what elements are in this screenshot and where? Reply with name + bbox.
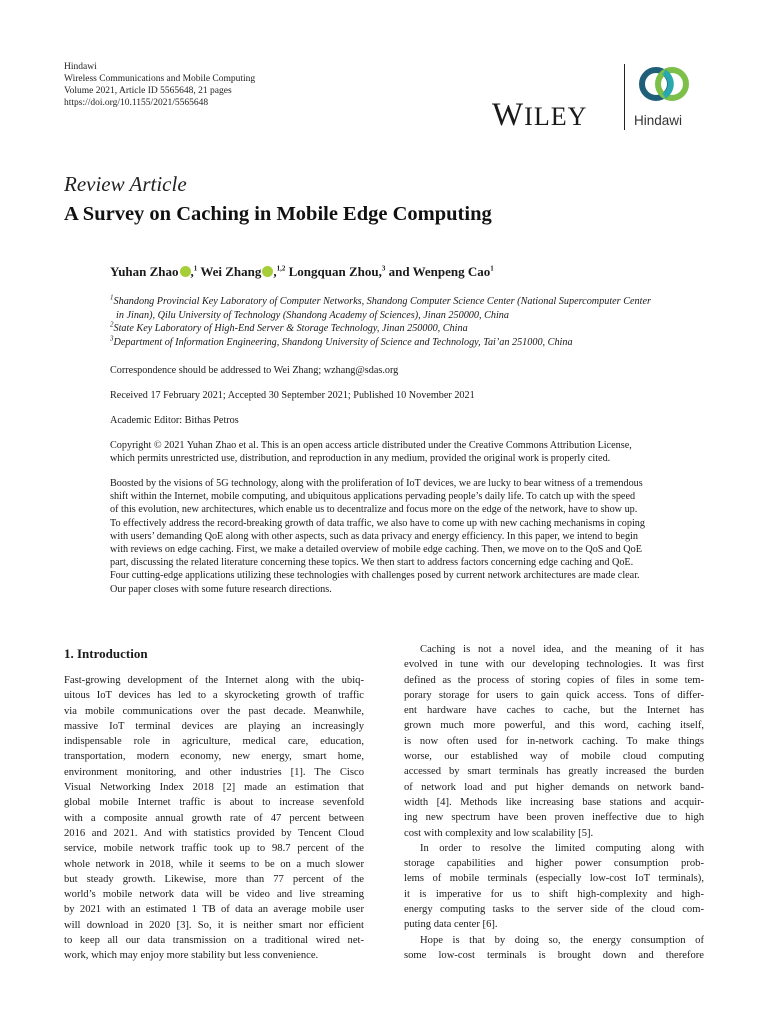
article-type: Review Article <box>64 172 187 196</box>
wiley-logo <box>492 97 587 134</box>
affiliations <box>110 295 710 349</box>
article-title: A Survey on Caching in Mobile Edge Computing <box>64 203 492 225</box>
author-affil-sup: 1,2 <box>276 264 286 273</box>
doi-link[interactable]: https://doi.org/10.1155/2021/5565648 <box>64 98 209 108</box>
orcid-icon[interactable] <box>180 266 191 277</box>
journal-metadata <box>64 61 255 109</box>
right-column-text: Caching is not a novel idea, and the meaning of it has evolved in tune with our developing technologies. It was first defined as the process of storing copies of files in some tem- porary storage for users to gain quick access. Tons of differ- ent hardware have caches to cache, but the Internet has grown much more powerful, and this word, caching itself, is now often used for in-network caching. To make things worse, our established way of mobile cloud computing accessed by smart terminals has greatly increased the burden of network load and put higher demands on network band- width [4]. Methods like increasing base stations and acquir- ing new spectrum have been proven ineffective due to high cost with complexity and low scalability [5]. In order to resolve the limited computing along with storage capabilities and higher power consumption prob- lems of mobile terminals (especially low-cost IoT terminals), it is imperative for us to shift high-complexity and high- energy computing tasks to the server side of the cloud com- puting data center [6]. Hope is that by doing so, the energy consumption of some low-cost terminals is brought down and therefore <box>404 644 704 961</box>
volume-line: Volume 2021, Article ID 5565648, 21 pages <box>64 86 232 96</box>
wiley-logo-rest: ILEY <box>524 102 588 131</box>
publication-dates: Received 17 February 2021; Accepted 30 September 2021; Published 10 November 2021 <box>110 390 475 401</box>
affiliation-line: in Jinan), Qilu University of Technology (Shandong Academy of Sciences), Jinan 250000, China <box>116 309 509 321</box>
affiliation-line: $^3$Department of Information Engineering, Shandong University of Science and Technology, Tai’an 251000, China <box>110 334 573 348</box>
logo-divider <box>624 64 625 130</box>
author-name: and Wenpeng Cao <box>388 264 491 279</box>
author-affil-sup: 3 <box>381 264 386 273</box>
copyright-notice: Copyright © 2021 Yuhan Zhao et al. This is an open access article distributed under the Creative Commons Attribution License, which permits unrestricted use, distribution, and reproduction in any medium, provided the original work is properly cited. <box>110 440 632 465</box>
abstract: Boosted by the visions of 5G technology, along with the proliferation of IoT devices, we are lucky to bear witness of a tremendous shift within the Internet, mobile computing, and ubiquitous applications pervading people’s daily life. To catch up with the speed of this evolution, new architectures, which enable us to decentralize and focus more on the edge of the network, have to show up. To effectively address the record-breaking growth of data traffic, we also have to come up with new caching mechanisms in coping with users’ demanding QoE along with other aspects, such as data privacy and energy efficiency. In this paper, we intend to begin with reviews on edge caching. First, we make a detailed overview of mobile edge caching. Then, we move on to the QoS and QoE part, discussing the related literature concerning these topics. We then start to address factors concerning edge caching and QoE. Four cutting-edge applications utilizing these technologies with challenges posed by current network architectures are made clear. Our paper closes with some future research directions. <box>110 478 645 595</box>
hindawi-wordmark: Hindawi <box>634 113 683 128</box>
affiliation-line: $^2$State Key Laboratory of High-End Server & Storage Technology, Jinan 250000, China <box>110 320 468 334</box>
publisher-line: Hindawi <box>64 62 97 72</box>
affiliation-line: $^1$Shandong Provincial Key Laboratory of Computer Networks, Shandong Computer Science Center (National Supercomputer Center <box>110 293 651 307</box>
academic-editor: Academic Editor: Bithas Petros <box>110 415 239 426</box>
left-column-text: Fast-growing development of the Internet along with the ubiq- uitous IoT devices has led to a skyrocketing growth of traffic via mobile communications over the past decade. Meanwhile, massive IoT terminal devices are playing an increasingly indispensable role in agriculture, medical care, education, transportation, modern economy, new energy, smart home, environment monitoring, and other industries [1]. The Cisco Visual Networking Index 2018 [2] made an estimation that global mobile Internet traffic is about to increase sevenfold with a composite annual growth rate of 47 percent between 2016 and 2021. And with statistics provided by Tencent Cloud service, mobile network traffic took up to 98.7 percent of the whole network in 2018, while it seems to be on a much slower but steady growth. Likewise, more than 77 percent of the world’s mobile network data will be video and live streaming by 2021 with an estimated 1 TB of data an average mobile user will download in 2020 [3]. So, it is neither smart nor efficient to keep all our data transmission on a traditional wired net- work, which may enjoy more stability but less convenience. <box>64 675 364 962</box>
author-name: Yuhan Zhao <box>110 264 179 279</box>
author-affil-sup: 1 <box>193 264 198 273</box>
author-list: Yuhan Zhao ,$^1$ Wei Zhang ,$^{1,2}$ Longquan Zhou,$^3$ and Wenpeng Cao$^1$ <box>110 264 494 279</box>
journal-name: Wireless Communications and Mobile Computing <box>64 74 256 84</box>
author-name: Wei Zhang <box>200 264 262 279</box>
hindawi-logo-icon <box>634 60 698 112</box>
author-name: Longquan Zhou, <box>288 264 382 279</box>
orcid-icon[interactable] <box>262 266 273 277</box>
wiley-logo-first: W <box>492 97 525 133</box>
correspondence: Correspondence should be addressed to Wei Zhang; wzhang@sdas.org <box>110 365 399 376</box>
section-heading: 1. Introduction <box>64 646 148 661</box>
author-affil-sup: 1 <box>490 264 494 273</box>
